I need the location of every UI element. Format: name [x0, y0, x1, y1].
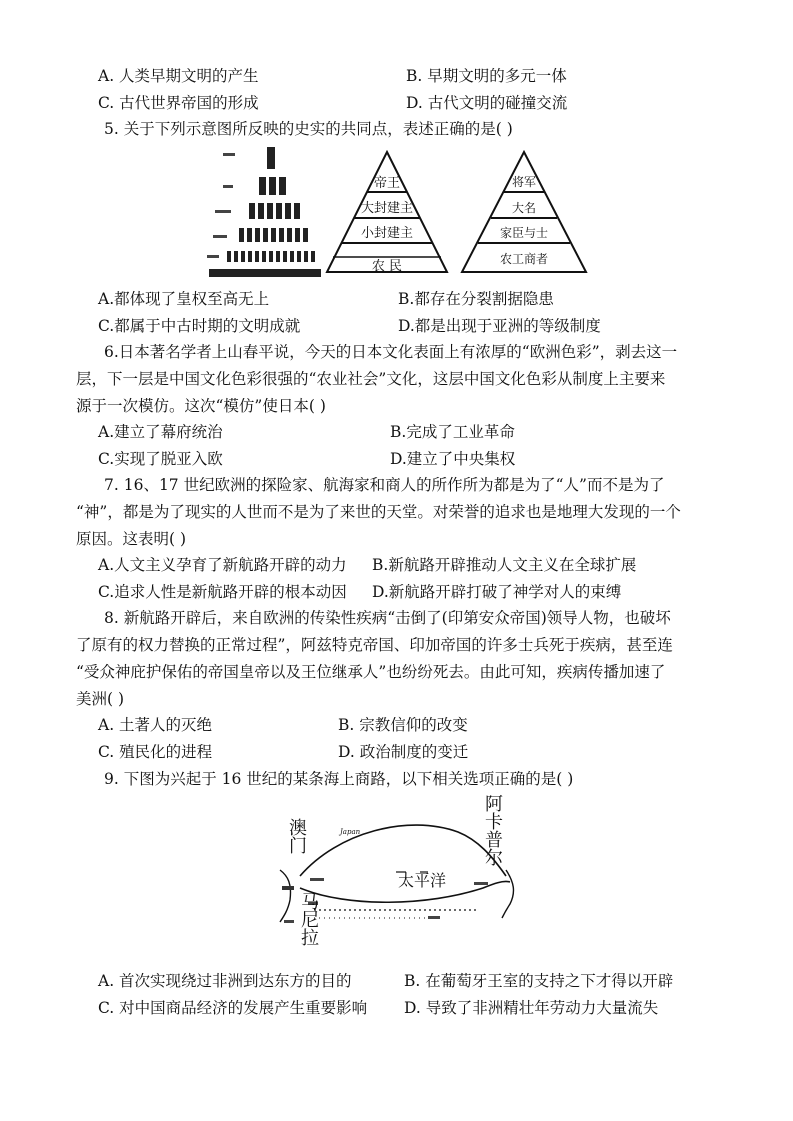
q9-option-b: B. 在葡萄牙王室的支持之下才得以开辟 [404, 972, 674, 990]
q8-option-a: A. 土著人的灭绝 [98, 716, 213, 734]
q6-option-b: B.完成了工业革命 [390, 423, 515, 441]
q5-option-d: D.都是出现于亚洲的等级制度 [398, 317, 601, 335]
q6-option-d: D.建立了中央集权 [390, 450, 516, 468]
q5-option-c: C.都属于中古时期的文明成就 [98, 317, 301, 335]
q4-option-d: D. 古代文明的碰撞交流 [406, 94, 568, 112]
q4-option-c: C. 古代世界帝国的形成 [98, 94, 259, 112]
pyramid2-level-2: 大名 [511, 201, 537, 215]
map-label-manila: 马尼拉 [298, 892, 319, 946]
q4-option-a: A. 人类早期文明的产生 [98, 67, 259, 85]
q7-stem-line-3: 原因。这表明( ) [76, 530, 187, 548]
q5-feudal-pyramid-figure [325, 150, 450, 275]
pyramid2-level-4: 农工商者 [499, 252, 549, 266]
q6-stem-line-2: 层，下一层是中国文化色彩很强的“农业社会”文化，这层中国文化色彩从制度上主要来 [76, 370, 666, 388]
pyramid1-level-4: 农 民 [371, 259, 403, 274]
q7-stem-line-2: “神”，都是为了现实的人世而不是为了来世的天堂。对荣誉的追求也是地理大发现的一个 [76, 503, 681, 521]
q6-option-a: A.建立了幕府统治 [98, 423, 223, 441]
pyramid1-level-1: 帝王 [373, 176, 401, 191]
q8-stem-line-3: “受众神庇护保佑的帝国皇帝以及王位继承人”也纷纷死去。由此可知，疾病传播加速了 [76, 663, 666, 681]
q5-option-a: A.都体现了皇权至高无上 [98, 290, 270, 308]
q9-stem: 9. 下图为兴起于 16 世纪的某条海上商路，以下相关选项正确的是( ) [104, 770, 574, 788]
pyramid1-level-2: 大封建主 [360, 201, 414, 216]
map-label-macau: 澳门 [286, 818, 307, 854]
map-label-japan: Japan [340, 828, 361, 836]
q9-option-d: D. 导致了非洲精壮年劳动力大量流失 [404, 999, 659, 1017]
q7-option-b: B.新航路开辟推动人文主义在全球扩展 [372, 556, 637, 574]
q6-stem-line-3: 源于一次模仿。这次“模仿”使日本( ) [76, 397, 326, 415]
q8-option-b: B. 宗教信仰的改变 [338, 716, 468, 734]
q7-option-c: C.追求人性是新航路开辟的根本动因 [98, 583, 347, 601]
q7-option-d: D.新航路开辟打破了神学对人的束缚 [372, 583, 622, 601]
q8-stem-line-4: 美洲( ) [76, 690, 125, 708]
q9-option-a: A. 首次实现绕过非洲到达东方的目的 [98, 972, 352, 990]
q4-option-b: B. 早期文明的多元一体 [406, 67, 567, 85]
q7-option-a: A.人文主义孕育了新航路开辟的动力 [98, 556, 347, 574]
pyramid1-level-3: 小封建主 [360, 226, 414, 241]
map-label-pacific: 太平洋 [398, 871, 447, 890]
q8-option-d: D. 政治制度的变迁 [338, 743, 469, 761]
q7-stem-line-1: 7. 16、17 世纪欧洲的探险家、航海家和商人的所作所为都是为了“人”而不是为了 [104, 476, 665, 494]
map-label-acapulco: 阿卡普尔 [482, 794, 503, 866]
q6-option-c: C.实现了脱亚入欧 [98, 450, 223, 468]
q8-option-c: C. 殖民化的进程 [98, 743, 213, 761]
q5-stem: 5. 关于下列示意图所反映的史实的共同点，表述正确的是( ) [104, 120, 513, 138]
q8-stem-line-2: 了原有的权力替换的正常过程”，阿兹特克帝国、印加帝国的许多士兵死于疾病，甚至连 [76, 636, 673, 654]
pyramid2-level-3: 家臣与士 [499, 226, 549, 240]
q5-japan-pyramid-figure [460, 150, 588, 275]
q5-people-pyramid-figure [205, 145, 325, 280]
q8-stem-line-1: 8. 新航路开辟后，来自欧洲的传染性疾病“击倒了(印第安众帝国)领导人物，也破坏 [104, 609, 671, 627]
q5-option-b: B.都存在分裂割据隐患 [398, 290, 554, 308]
q6-stem-line-1: 6.日本著名学者上山春平说，今天的日本文化表面上有浓厚的“欧洲色彩”，剥去这一 [104, 343, 678, 361]
pyramid2-level-1: 将军 [511, 175, 537, 189]
q9-option-c: C. 对中国商品经济的发展产生重要影响 [98, 999, 368, 1017]
